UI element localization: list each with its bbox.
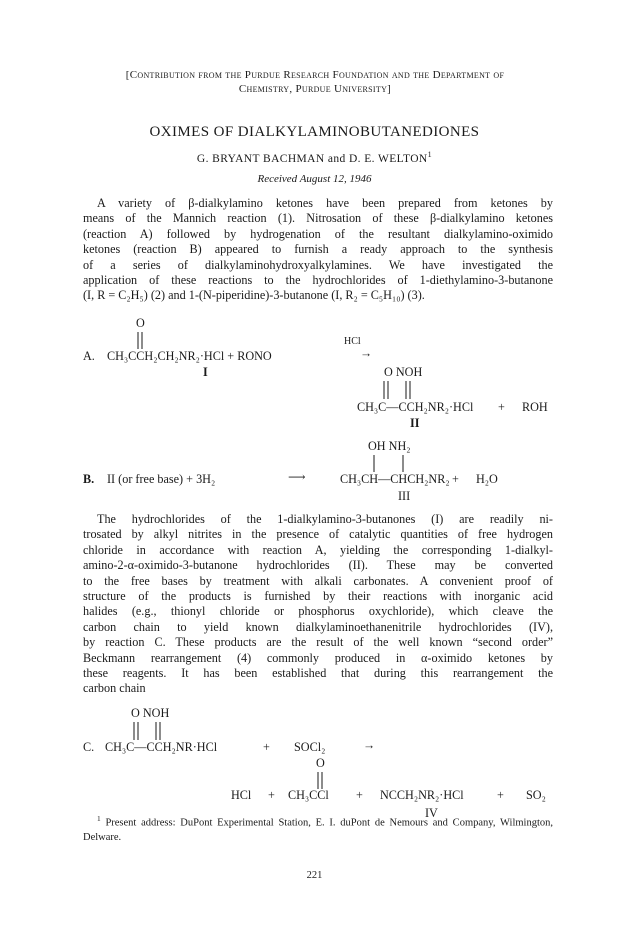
reaction-b-label: B. <box>83 472 95 486</box>
body-paragraph <box>83 512 553 697</box>
footnote-mark-wrap <box>83 812 101 831</box>
reaction-b-product: CH₃CH—CHCH₂NR₂ <box>340 472 450 486</box>
body-line: carbon chain <box>83 681 146 696</box>
reaction-c-product-4: SO₂ <box>526 788 546 802</box>
reaction-b-plus: + <box>452 472 459 486</box>
reaction-c-reagent: SOCl₂ <box>294 740 326 754</box>
footnote-mark: 1 <box>97 814 101 823</box>
reaction-a-product-number: II <box>410 416 420 430</box>
body-line: halides (e.g., thionyl chloride or phosphorus oxychloride), which cleave the <box>83 604 553 619</box>
body-line: trosated by alkyl nitrites in the presence of catalytic quantities of free hydrogen <box>83 527 553 542</box>
contribution-line-1: [Contribution from the Purdue Research Foundation and the Department of <box>125 69 505 81</box>
body-line: carbon chain to yield known dialkylaminoethanenitrile hydrochlorides (IV), <box>83 619 553 634</box>
body-line: structure of the products is furnished by their reactions with inorganic acid <box>83 589 553 604</box>
reaction-a-plus: + <box>498 400 505 414</box>
reaction-b-reactant: II (or free base) + 3H₂ <box>107 472 216 486</box>
reaction-c-product-1: HCl <box>231 788 252 802</box>
reaction-c-label: C. <box>83 740 95 754</box>
body-line: to the free bases by treatment with alkali carbonates. A convenient proof of <box>83 573 553 588</box>
article-title: OXIMES OF DIALKYLAMINOBUTANEDIONES <box>149 124 480 140</box>
reaction-c-oxygen: O <box>316 756 325 770</box>
intro-paragraph <box>83 196 553 304</box>
reaction-c-plus-1: + <box>263 740 270 754</box>
intro-line: application of these reactions to the hydrochlorides of 1-diethylamino-3-butanone <box>83 273 553 288</box>
reaction-b-product-number: III <box>398 489 411 503</box>
intro-line: A variety of β-dialkylamino ketones have been prepared from ketones by <box>97 196 553 210</box>
reaction-c-reactant-top: O NOH <box>131 706 170 720</box>
intro-line: ketones (reaction B) appeared to furnish a ready approach to the synthesis <box>83 242 553 257</box>
intro-line: (I, R = C₂H₅) (2) and 1-(N-piperidine)-3-butanone (I, R₂ = C₅H₁₀) (3). <box>83 288 425 303</box>
received-date: Received August 12, 1946 <box>257 173 372 185</box>
reaction-b-byproduct: H₂O <box>476 472 498 486</box>
reaction-a-reactant: CH₃CCH₂CH₂NR₂·HCl + RONO <box>107 349 272 363</box>
reaction-a-byproduct: ROH <box>522 400 548 414</box>
reaction-a-oxygen: O <box>136 316 145 330</box>
page-number: 221 <box>306 870 323 881</box>
reaction-c-reactant: CH₃C—CCH₂NR·HCl <box>105 740 218 754</box>
reaction-a-arrow: → <box>360 346 373 360</box>
reaction-c-arrow: → <box>363 738 376 752</box>
body-line: amino-2-α-oximido-3-butanone hydrochlorides (II). These may be converted <box>83 558 553 573</box>
reaction-a-catalyst: HCl <box>344 336 361 347</box>
reaction-a-product: CH₃C—CCH₂NR₂·HCl <box>357 400 474 414</box>
reaction-a-reactant-number: I <box>203 365 208 379</box>
reaction-c-product-number: IV <box>425 806 438 820</box>
reaction-c-plus-3: + <box>356 788 363 802</box>
reaction-c-plus-2: + <box>268 788 275 802</box>
contribution-line-2: Chemistry, Purdue University] <box>238 83 392 95</box>
reaction-c-product-3: NCCH₂NR₂·HCl <box>380 788 464 802</box>
reaction-c-product-2: CH₃CCl <box>288 788 329 802</box>
authors-text: G. BRYANT BACHMAN and D. E. WELTON <box>196 152 428 165</box>
body-line: The hydrochlorides of the 1-dialkylamino-3-butanones (I) are readily ni- <box>97 512 553 526</box>
body-line: Beckmann rearrangement (4) commonly produced in α-oximido ketones by <box>83 650 553 665</box>
body-line: these reagents. It has been established that during this rearrangement the <box>83 666 553 681</box>
reaction-b-arrow: ⟶ <box>288 470 306 484</box>
footnote-text: Present address: DuPont Experimental Station, E. I. duPont de Nemours and Company, Wilmington, Delware. <box>83 817 553 843</box>
footnote <box>83 812 553 845</box>
author-footnote-mark: 1 <box>427 150 433 159</box>
intro-line: of a series of dialkylaminohydroxyalkylamines. We have investigated the <box>83 257 553 272</box>
reaction-a-product-top: O NOH <box>384 365 423 379</box>
intro-line: means of the Mannich reaction (1). Nitrosation of these β-dialkylamino ketones <box>83 211 553 226</box>
body-line: by reaction C. These products are the result of the well known “second order” <box>83 635 553 650</box>
reaction-b-product-top: OH NH₂ <box>368 439 411 453</box>
intro-line: (reaction A) followed by hydrogenation of the resultant dialkylamino-oximido <box>83 226 553 241</box>
reaction-c-plus-4: + <box>497 788 504 802</box>
body-line: chloride in accordance with reaction A, yielding the corresponding 1-dialkyl- <box>83 542 553 557</box>
reaction-a-label: A. <box>83 349 95 363</box>
contribution-header <box>60 68 570 96</box>
article-authors <box>0 150 629 165</box>
